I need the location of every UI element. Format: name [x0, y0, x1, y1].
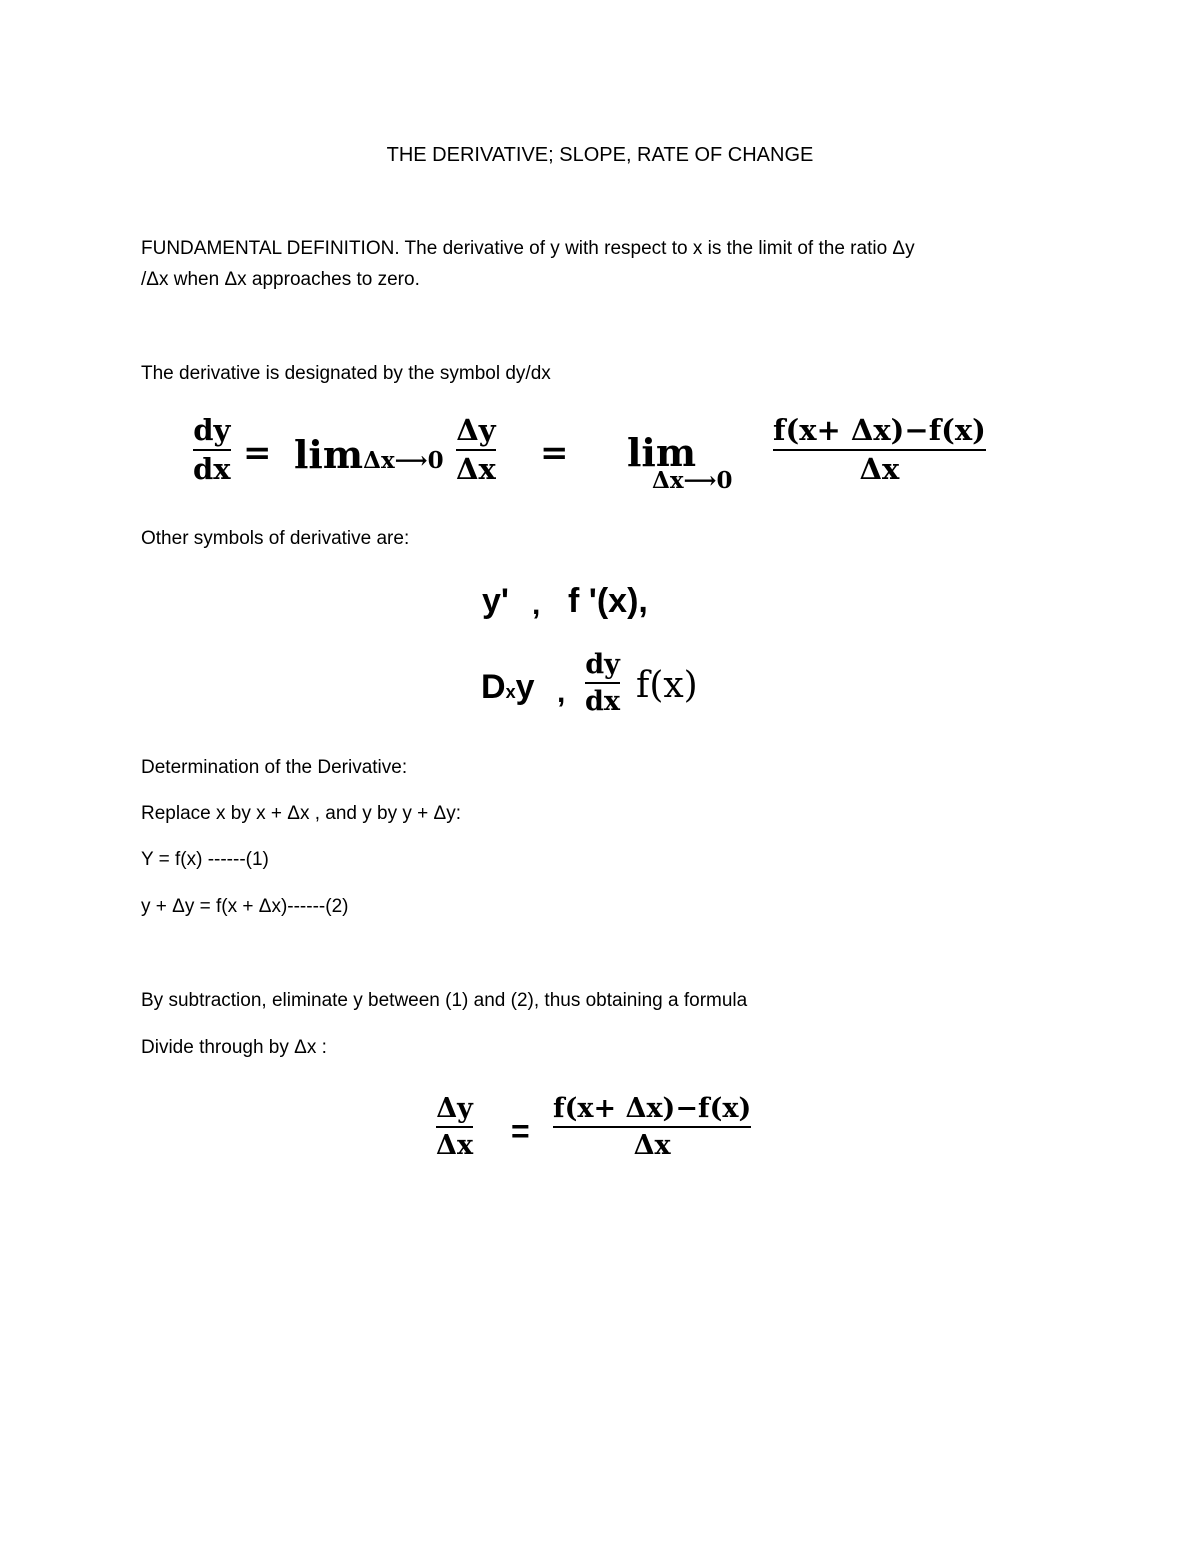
operator-subscript: x	[505, 682, 516, 702]
fraction-bar	[436, 1126, 473, 1128]
y-prime-symbol: y'	[482, 582, 509, 620]
determination-heading: Determination of the Derivative:	[141, 757, 408, 778]
delta-ratio-fraction	[456, 413, 496, 486]
replace-text: Replace x by x + Δx , and y by y + Δy:	[141, 803, 462, 824]
fraction-bar	[773, 449, 986, 451]
equals-sign: =	[540, 433, 569, 473]
fraction-numerator: f(x+ Δx)−f(x)	[773, 413, 986, 447]
delta-ratio-fraction	[436, 1095, 473, 1159]
fraction-numerator: f(x+ Δx)−f(x)	[553, 1093, 752, 1124]
fraction-numerator: dy	[585, 649, 620, 680]
fraction-bar	[585, 682, 620, 684]
fraction-denominator: Δx	[859, 452, 900, 486]
limit-subscript: Δx⟶0	[363, 447, 444, 474]
operator-variable: y	[515, 668, 535, 706]
equals-sign: =	[243, 433, 272, 473]
subtraction-text: By subtraction, eliminate y between (1) and (2), thus obtaining a formula	[141, 990, 748, 1011]
limit-operator	[294, 432, 444, 477]
fraction-denominator: dx	[585, 686, 620, 717]
dx-y-symbol	[481, 668, 535, 707]
f-of-x: f(x)	[636, 665, 698, 706]
fraction-bar	[193, 449, 231, 451]
divide-text: Divide through by Δx :	[141, 1037, 327, 1058]
fraction-bar	[553, 1126, 751, 1128]
other-symbols-text: Other symbols of derivative are:	[141, 528, 410, 549]
equals-sign: =	[511, 1113, 530, 1149]
definition-line-1: FUNDAMENTAL DEFINITION. The derivative of y with respect to x is the limit of the ratio Δy	[141, 238, 915, 259]
separator-comma: ,	[532, 588, 541, 621]
separator-comma: ,	[557, 676, 566, 709]
fraction-numerator: dy	[193, 413, 231, 447]
page-title: THE DERIVATIVE; SLOPE, RATE OF CHANGE	[386, 144, 814, 166]
limit-label: lim	[294, 432, 364, 477]
fraction-denominator: Δx	[633, 1130, 671, 1161]
fraction-numerator: Δy	[456, 413, 496, 447]
fraction-denominator: Δx	[436, 1130, 474, 1161]
fraction-bar	[456, 449, 496, 451]
difference-quotient-fraction	[553, 1095, 751, 1159]
limit-subscript-2: Δx⟶0	[652, 467, 733, 494]
equation-2: y + Δy = f(x + Δx)------(2)	[141, 896, 349, 917]
difference-quotient-fraction	[773, 413, 986, 486]
equation-1: Y = f(x) ------(1)	[141, 849, 269, 870]
d-dx-fraction	[585, 651, 620, 715]
designated-text: The derivative is designated by the symbol dy/dx	[141, 363, 551, 384]
f-prime-symbol: f '(x),	[568, 582, 648, 620]
dy-dx-fraction	[193, 413, 231, 486]
fraction-numerator: Δy	[436, 1093, 473, 1124]
fraction-denominator: Δx	[456, 452, 496, 486]
definition-line-2: /Δx when Δx approaches to zero.	[141, 269, 420, 290]
operator-d: D	[481, 668, 506, 706]
limit-label-2: lim	[627, 430, 697, 475]
fraction-denominator: dx	[193, 452, 231, 486]
